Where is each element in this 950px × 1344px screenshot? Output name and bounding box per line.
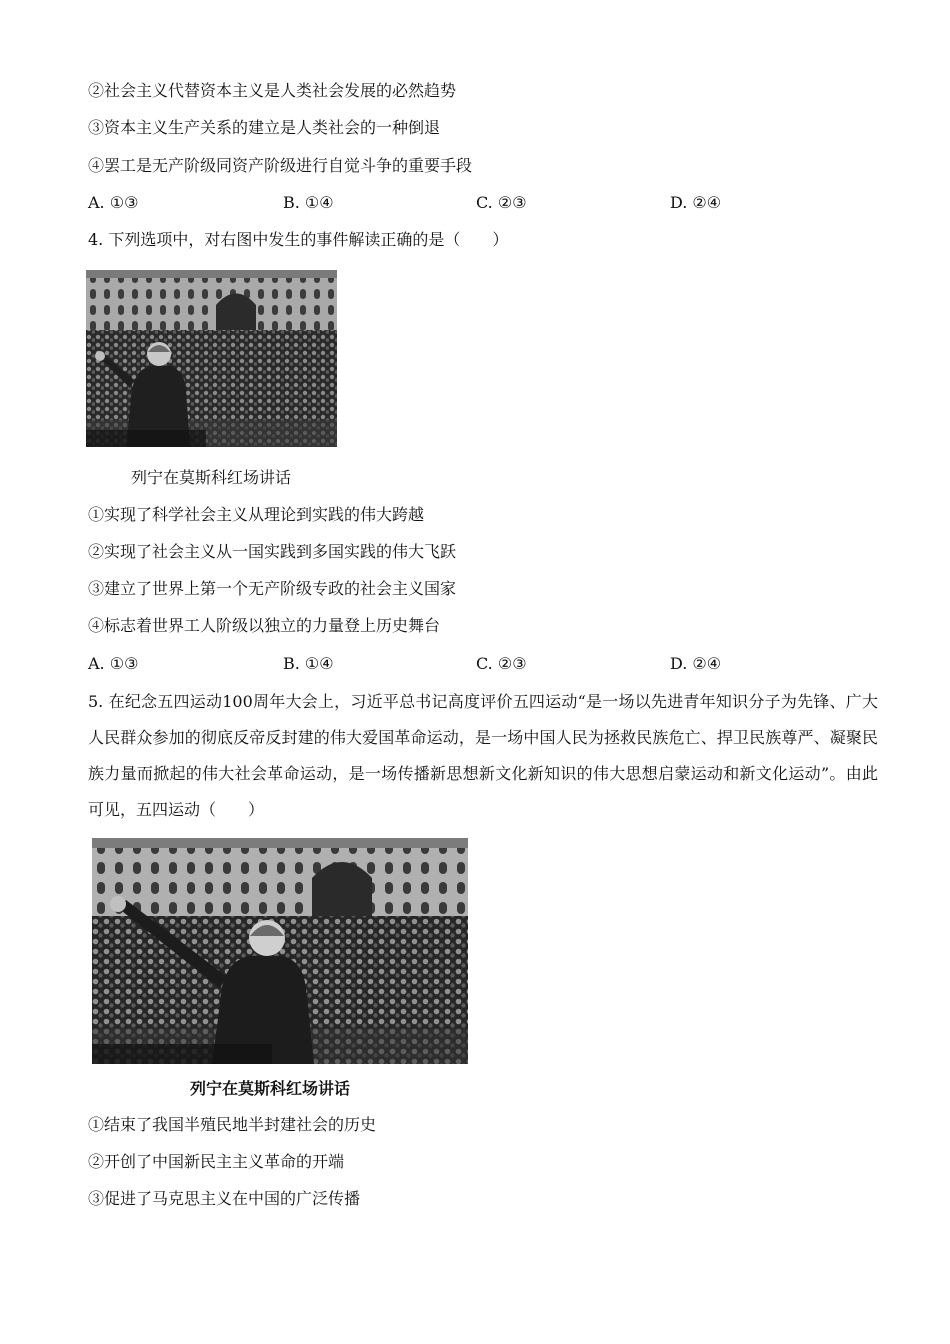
q5-photo-caption: 列宁在莫斯科红场讲话 xyxy=(190,1079,351,1098)
q5-statement-1: ①结束了我国半殖民地半封建社会的历史 xyxy=(88,1115,377,1134)
q3-option-a: A. ①③ xyxy=(88,193,139,212)
q4-statement-1: ①实现了科学社会主义从理论到实践的伟大跨越 xyxy=(88,505,425,524)
q3-option-b: B. ①④ xyxy=(283,193,334,212)
lenin-photo-illustration xyxy=(86,270,337,447)
lenin-photo-illustration xyxy=(92,838,468,1064)
q4-statement-2: ②实现了社会主义从一国实践到多国实践的伟大飞跃 xyxy=(88,542,457,561)
q4-statement-3: ③建立了世界上第一个无产阶级专政的社会主义国家 xyxy=(88,579,457,598)
q5-statement-3: ③促进了马克思主义在中国的广泛传播 xyxy=(88,1189,361,1208)
q3-statement-3: ③资本主义生产关系的建立是人类社会的一种倒退 xyxy=(88,118,441,137)
q5-statement-2: ②开创了中国新民主主义革命的开端 xyxy=(88,1152,345,1171)
q3-option-c: C. ②③ xyxy=(476,193,527,212)
q4-photo-caption: 列宁在莫斯科红场讲话 xyxy=(131,468,292,487)
q3-option-d: D. ②④ xyxy=(670,193,722,212)
q4-option-c: C. ②③ xyxy=(476,654,527,673)
q4-statement-4: ④标志着世界工人阶级以独立的力量登上历史舞台 xyxy=(88,616,441,635)
q5-lenin-photo xyxy=(92,838,468,1064)
q4-option-d: D. ②④ xyxy=(670,654,722,673)
q4-stem: 4. 下列选项中，对右图中发生的事件解读正确的是（ ） xyxy=(88,230,509,249)
q4-option-b: B. ①④ xyxy=(283,654,334,673)
q3-statement-2: ②社会主义代替资本主义是人类社会发展的必然趋势 xyxy=(88,81,457,100)
q5-stem: 5. 在纪念五四运动100周年大会上，习近平总书记高度评价五四运动“是一场以先进青年知识分子为先锋、广大人民群众参加的彻底反帝反封建的伟大爱国革命运动，是一场中国人民为拯救民族危亡、捍卫民族尊严、凝聚民族力量而掀起的伟大社会革命运动，是一场传播新思想新文化新知识的伟大思想启蒙运动和新文化运动”。由此可见，五四运动（ ） xyxy=(88,692,878,819)
q3-options xyxy=(88,192,868,214)
q4-lenin-photo xyxy=(86,270,337,447)
q3-statement-4: ④罢工是无产阶级同资产阶级进行自觉斗争的重要手段 xyxy=(88,156,473,175)
q4-option-a: A. ①③ xyxy=(88,654,139,673)
q4-options xyxy=(88,653,868,675)
